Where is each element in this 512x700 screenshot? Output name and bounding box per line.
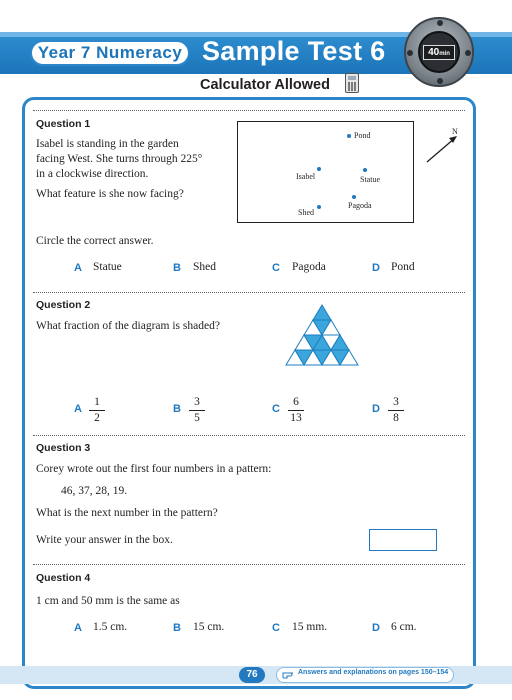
q4-option-d-letter: D bbox=[372, 622, 380, 634]
q2-option-c-denominator: 13 bbox=[290, 412, 302, 424]
north-label: N bbox=[452, 127, 458, 136]
q4-option-a-letter: A bbox=[74, 622, 82, 634]
q4-option-d[interactable]: 6 cm. bbox=[391, 621, 417, 633]
shed-marker bbox=[317, 205, 321, 209]
question-1-instruction: Circle the correct answer. bbox=[36, 235, 154, 247]
question-3-instruction: Write your answer in the box. bbox=[36, 534, 173, 546]
q2-option-d[interactable] bbox=[388, 396, 404, 425]
garden-map bbox=[237, 121, 414, 223]
timer-unit: min bbox=[439, 51, 450, 57]
calculator-allowed-label: Calculator Allowed bbox=[200, 77, 330, 93]
year-level-pill bbox=[30, 40, 190, 66]
bolt-decoration bbox=[437, 78, 443, 84]
q2-option-b-denominator: 5 bbox=[194, 412, 200, 424]
divider bbox=[33, 564, 465, 565]
q4-option-b-letter: B bbox=[173, 622, 181, 634]
question-1-prompt: What feature is she now facing? bbox=[36, 188, 184, 200]
q1-option-a-letter: A bbox=[74, 262, 82, 274]
q4-option-a[interactable]: 1.5 cm. bbox=[93, 621, 128, 633]
question-2-prompt: What fraction of the diagram is shaded? bbox=[36, 320, 220, 332]
question-3-prompt: Corey wrote out the first four numbers in a pattern: bbox=[36, 463, 272, 475]
q1-option-d[interactable]: Pond bbox=[391, 261, 415, 273]
q2-option-a-letter: A bbox=[74, 403, 82, 415]
answers-reference-text: Answers and explanations on pages 150–154 bbox=[298, 669, 449, 676]
timer-display bbox=[423, 45, 455, 60]
q1-option-b[interactable]: Shed bbox=[193, 261, 216, 273]
bolt-decoration bbox=[407, 50, 413, 56]
q2-option-a-denominator: 2 bbox=[94, 412, 100, 424]
q4-option-b[interactable]: 15 cm. bbox=[193, 621, 225, 633]
divider bbox=[33, 435, 465, 436]
question-1-line: facing West. She turns through 225° bbox=[36, 153, 203, 165]
q4-option-c[interactable]: 15 mm. bbox=[292, 621, 328, 633]
statue-marker bbox=[363, 168, 367, 172]
q2-option-b-letter: B bbox=[173, 403, 181, 415]
timer-value: 40 bbox=[428, 47, 440, 58]
map-label-isabel: Isabel bbox=[296, 172, 316, 181]
year-label: Year 7 bbox=[37, 43, 91, 62]
page-number: 76 bbox=[239, 667, 265, 683]
question-4-heading: Question 4 bbox=[36, 572, 91, 584]
q2-option-b[interactable] bbox=[189, 396, 205, 425]
q1-option-b-letter: B bbox=[173, 262, 181, 274]
divider bbox=[33, 110, 465, 111]
q1-option-d-letter: D bbox=[372, 262, 380, 274]
triangle-diagram bbox=[284, 301, 360, 381]
question-1-line: in a clockwise direction. bbox=[36, 168, 149, 180]
bolt-decoration bbox=[465, 50, 471, 56]
map-label-pagoda: Pagoda bbox=[348, 201, 372, 210]
calculator-icon bbox=[345, 73, 359, 93]
q2-option-c-numerator: 6 bbox=[288, 396, 304, 411]
pointing-hand-icon bbox=[282, 670, 294, 679]
question-2-heading: Question 2 bbox=[36, 299, 91, 311]
divider bbox=[33, 292, 465, 293]
number-sequence: 46, 37, 28, 19. bbox=[61, 485, 128, 497]
map-label-shed: Shed bbox=[298, 208, 314, 217]
q1-option-c[interactable]: Pagoda bbox=[292, 261, 326, 273]
pagoda-marker bbox=[352, 195, 356, 199]
isabel-marker bbox=[317, 167, 321, 171]
q2-option-a[interactable] bbox=[89, 396, 105, 425]
question-4-prompt: 1 cm and 50 mm is the same as bbox=[36, 595, 180, 607]
q4-option-c-letter: C bbox=[272, 622, 280, 634]
timer-face bbox=[418, 31, 460, 73]
q2-option-d-letter: D bbox=[372, 403, 380, 415]
q2-option-d-denominator: 8 bbox=[393, 412, 399, 424]
question-1-heading: Question 1 bbox=[36, 118, 91, 130]
map-label-statue: Statue bbox=[360, 175, 380, 184]
q2-option-a-numerator: 1 bbox=[89, 396, 105, 411]
page-title: Sample Test 6 bbox=[202, 36, 386, 66]
pond-marker bbox=[347, 134, 351, 138]
question-3-heading: Question 3 bbox=[36, 442, 91, 454]
bolt-decoration bbox=[437, 20, 443, 26]
map-label-pond: Pond bbox=[354, 131, 371, 140]
north-arrow-icon bbox=[424, 127, 464, 167]
subject-label: Numeracy bbox=[96, 43, 183, 62]
q2-option-c[interactable] bbox=[288, 396, 304, 425]
q1-option-c-letter: C bbox=[272, 262, 280, 274]
question-3-question: What is the next number in the pattern? bbox=[36, 507, 218, 519]
stopwatch-icon bbox=[404, 17, 474, 87]
question-1-line: Isabel is standing in the garden bbox=[36, 138, 179, 150]
q2-option-d-numerator: 3 bbox=[388, 396, 404, 411]
q2-option-b-numerator: 3 bbox=[189, 396, 205, 411]
answer-input-box[interactable] bbox=[369, 529, 437, 551]
q2-option-c-letter: C bbox=[272, 403, 280, 415]
q1-option-a[interactable]: Statue bbox=[93, 261, 122, 273]
